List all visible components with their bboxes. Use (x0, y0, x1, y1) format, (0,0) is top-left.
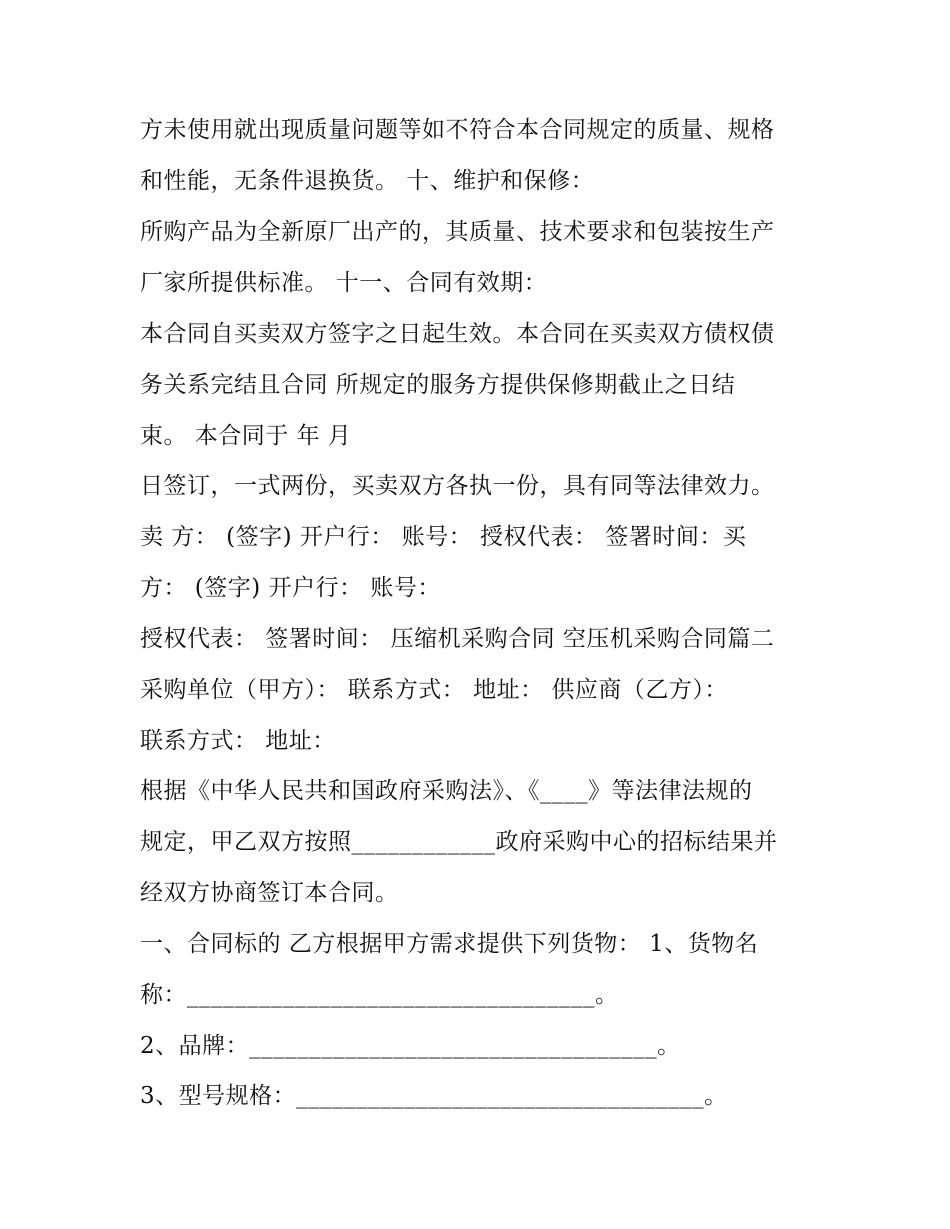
text-line: 方： (签字) 开户行： 账号： (140, 575, 441, 601)
text-line: 规定，甲乙双方按照____________政府采购中心的招标结果并 (140, 829, 778, 855)
text-line: 厂家所提供标准。 十一、合同有效期： (140, 270, 548, 296)
text-line: 本合同自买卖双方签字之日起生效。本合同在买卖双方债权债 (140, 321, 775, 347)
text-line: 采购单位（甲方）： 联系方式： 地址： 供应商（乙方）： (140, 677, 728, 703)
text-line: 卖 方： (签字) 开户行： 账号： 授权代表： 签署时间：买 (140, 524, 747, 550)
text-line: 经双方协商签订本合同。 (140, 880, 399, 906)
text-line: 所购产品为全新原厂出产的，其质量、技术要求和包装按生产 (140, 219, 775, 245)
text-line: 束。 本合同于 年 月 (140, 423, 352, 449)
text-line: 日签订，一式两份，买卖双方各执一份，具有同等法律效力。 (140, 473, 775, 499)
text-line: 务关系完结且合同 所规定的服务方提供保修期截止之日结 (140, 372, 736, 398)
text-line: 和性能，无条件退换货。 十、维护和保修： (140, 168, 595, 194)
text-line: 根据《中华人民共和国政府采购法》、《____》等法律法规的 (140, 778, 753, 804)
text-line: 一、合同标的 乙方根据甲方需求提供下列货物： 1、货物名 (140, 931, 759, 957)
text-line: 授权代表： 签署时间： 压缩机采购合同 空压机采购合同篇二 (140, 626, 775, 652)
text-line: 2、品牌：__________________________________。 (140, 1033, 681, 1059)
text-line: 联系方式： 地址： (140, 728, 336, 754)
text-line: 称：__________________________________。 (140, 982, 619, 1008)
text-line: 3、型号规格：__________________________________。 (140, 1083, 728, 1109)
text-line: 方未使用就出现质量问题等如不符合本合同规定的质量、规格 (140, 117, 775, 143)
